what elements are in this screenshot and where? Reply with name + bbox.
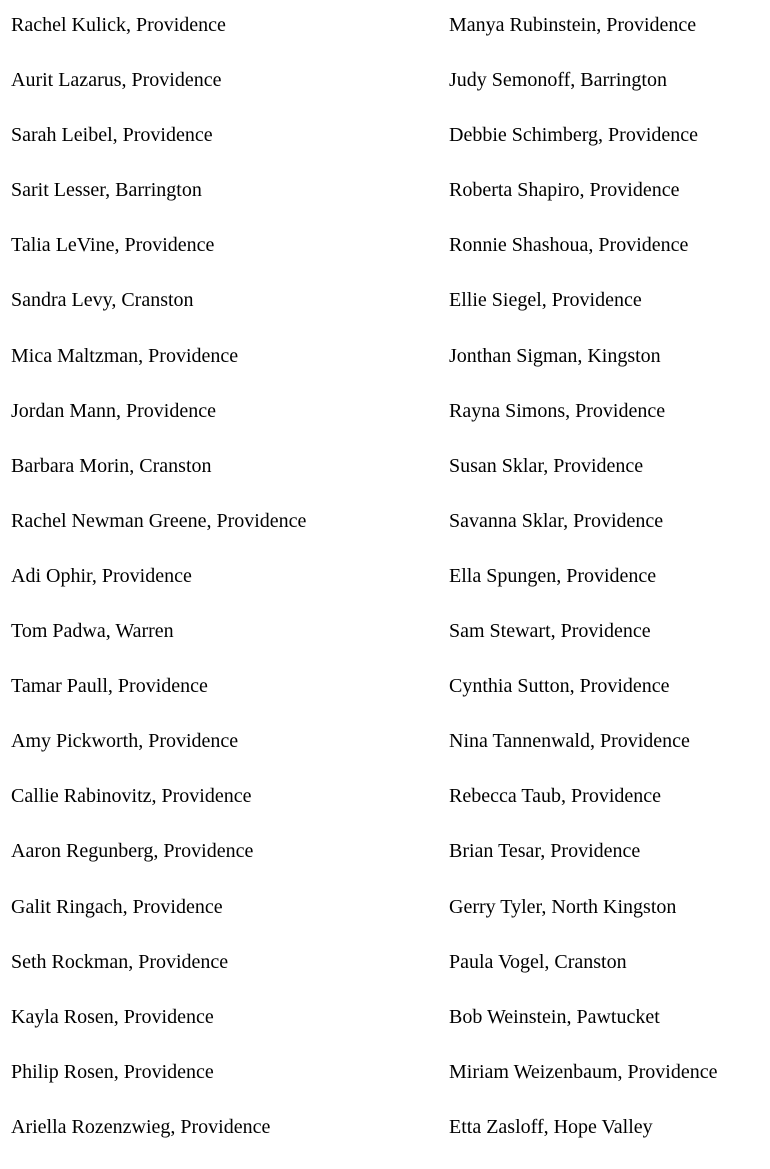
list-item: Cynthia Sutton, Providence	[449, 675, 670, 698]
list-item: Rayna Simons, Providence	[449, 399, 666, 422]
list-item: Rachel Newman Greene, Providence	[11, 509, 307, 532]
list-item: Gerry Tyler, North Kingston	[449, 895, 677, 918]
list-item: Brian Tesar, Providence	[449, 840, 641, 863]
list-item: Etta Zasloff, Hope Valley	[449, 1115, 653, 1138]
list-item: Sandra Levy, Cranston	[11, 289, 194, 312]
list-item: Philip Rosen, Providence	[11, 1060, 214, 1083]
list-item: Paula Vogel, Cranston	[449, 950, 627, 973]
list-item: Judy Semonoff, Barrington	[449, 69, 667, 92]
list-item: Jordan Mann, Providence	[11, 399, 216, 422]
list-item: Aaron Regunberg, Providence	[11, 840, 254, 863]
list-item: Ellie Siegel, Providence	[449, 289, 642, 312]
list-item: Tom Padwa, Warren	[11, 620, 174, 643]
list-item: Rebecca Taub, Providence	[449, 785, 662, 808]
list-item: Miriam Weizenbaum, Providence	[449, 1060, 718, 1083]
list-item: Ariella Rozenzwieg, Providence	[11, 1115, 271, 1138]
list-item: Savanna Sklar, Providence	[449, 509, 664, 532]
list-item: Sarah Leibel, Providence	[11, 124, 213, 147]
list-item: Jonthan Sigman, Kingston	[449, 344, 661, 367]
list-item: Roberta Shapiro, Providence	[449, 179, 680, 202]
list-item: Sarit Lesser, Barrington	[11, 179, 202, 202]
list-item: Debbie Schimberg, Providence	[449, 124, 699, 147]
list-item: Nina Tannenwald, Providence	[449, 730, 690, 753]
list-item: Kayla Rosen, Providence	[11, 1005, 214, 1028]
list-item: Adi Ophir, Providence	[11, 564, 192, 587]
list-item: Ella Spungen, Providence	[449, 564, 657, 587]
list-item: Barbara Morin, Cranston	[11, 454, 212, 477]
right-column	[449, 12, 718, 1169]
list-item: Susan Sklar, Providence	[449, 454, 644, 477]
list-item: Aurit Lazarus, Providence	[11, 69, 222, 92]
left-column	[11, 12, 306, 1169]
list-item: Mica Maltzman, Providence	[11, 344, 239, 367]
list-item: Seth Rockman, Providence	[11, 950, 229, 973]
list-item: Bob Weinstein, Pawtucket	[449, 1005, 660, 1028]
list-item: Galit Ringach, Providence	[11, 895, 223, 918]
list-item: Talia LeVine, Providence	[11, 234, 215, 257]
list-item: Ronnie Shashoua, Providence	[449, 234, 689, 257]
list-item: Sam Stewart, Providence	[449, 620, 651, 643]
list-item: Manya Rubinstein, Providence	[449, 14, 697, 36]
list-item: Callie Rabinovitz, Providence	[11, 785, 252, 808]
list-item: Amy Pickworth, Providence	[11, 730, 239, 753]
list-item: Rachel Kulick, Providence	[11, 14, 226, 36]
list-item: Tamar Paull, Providence	[11, 675, 208, 698]
